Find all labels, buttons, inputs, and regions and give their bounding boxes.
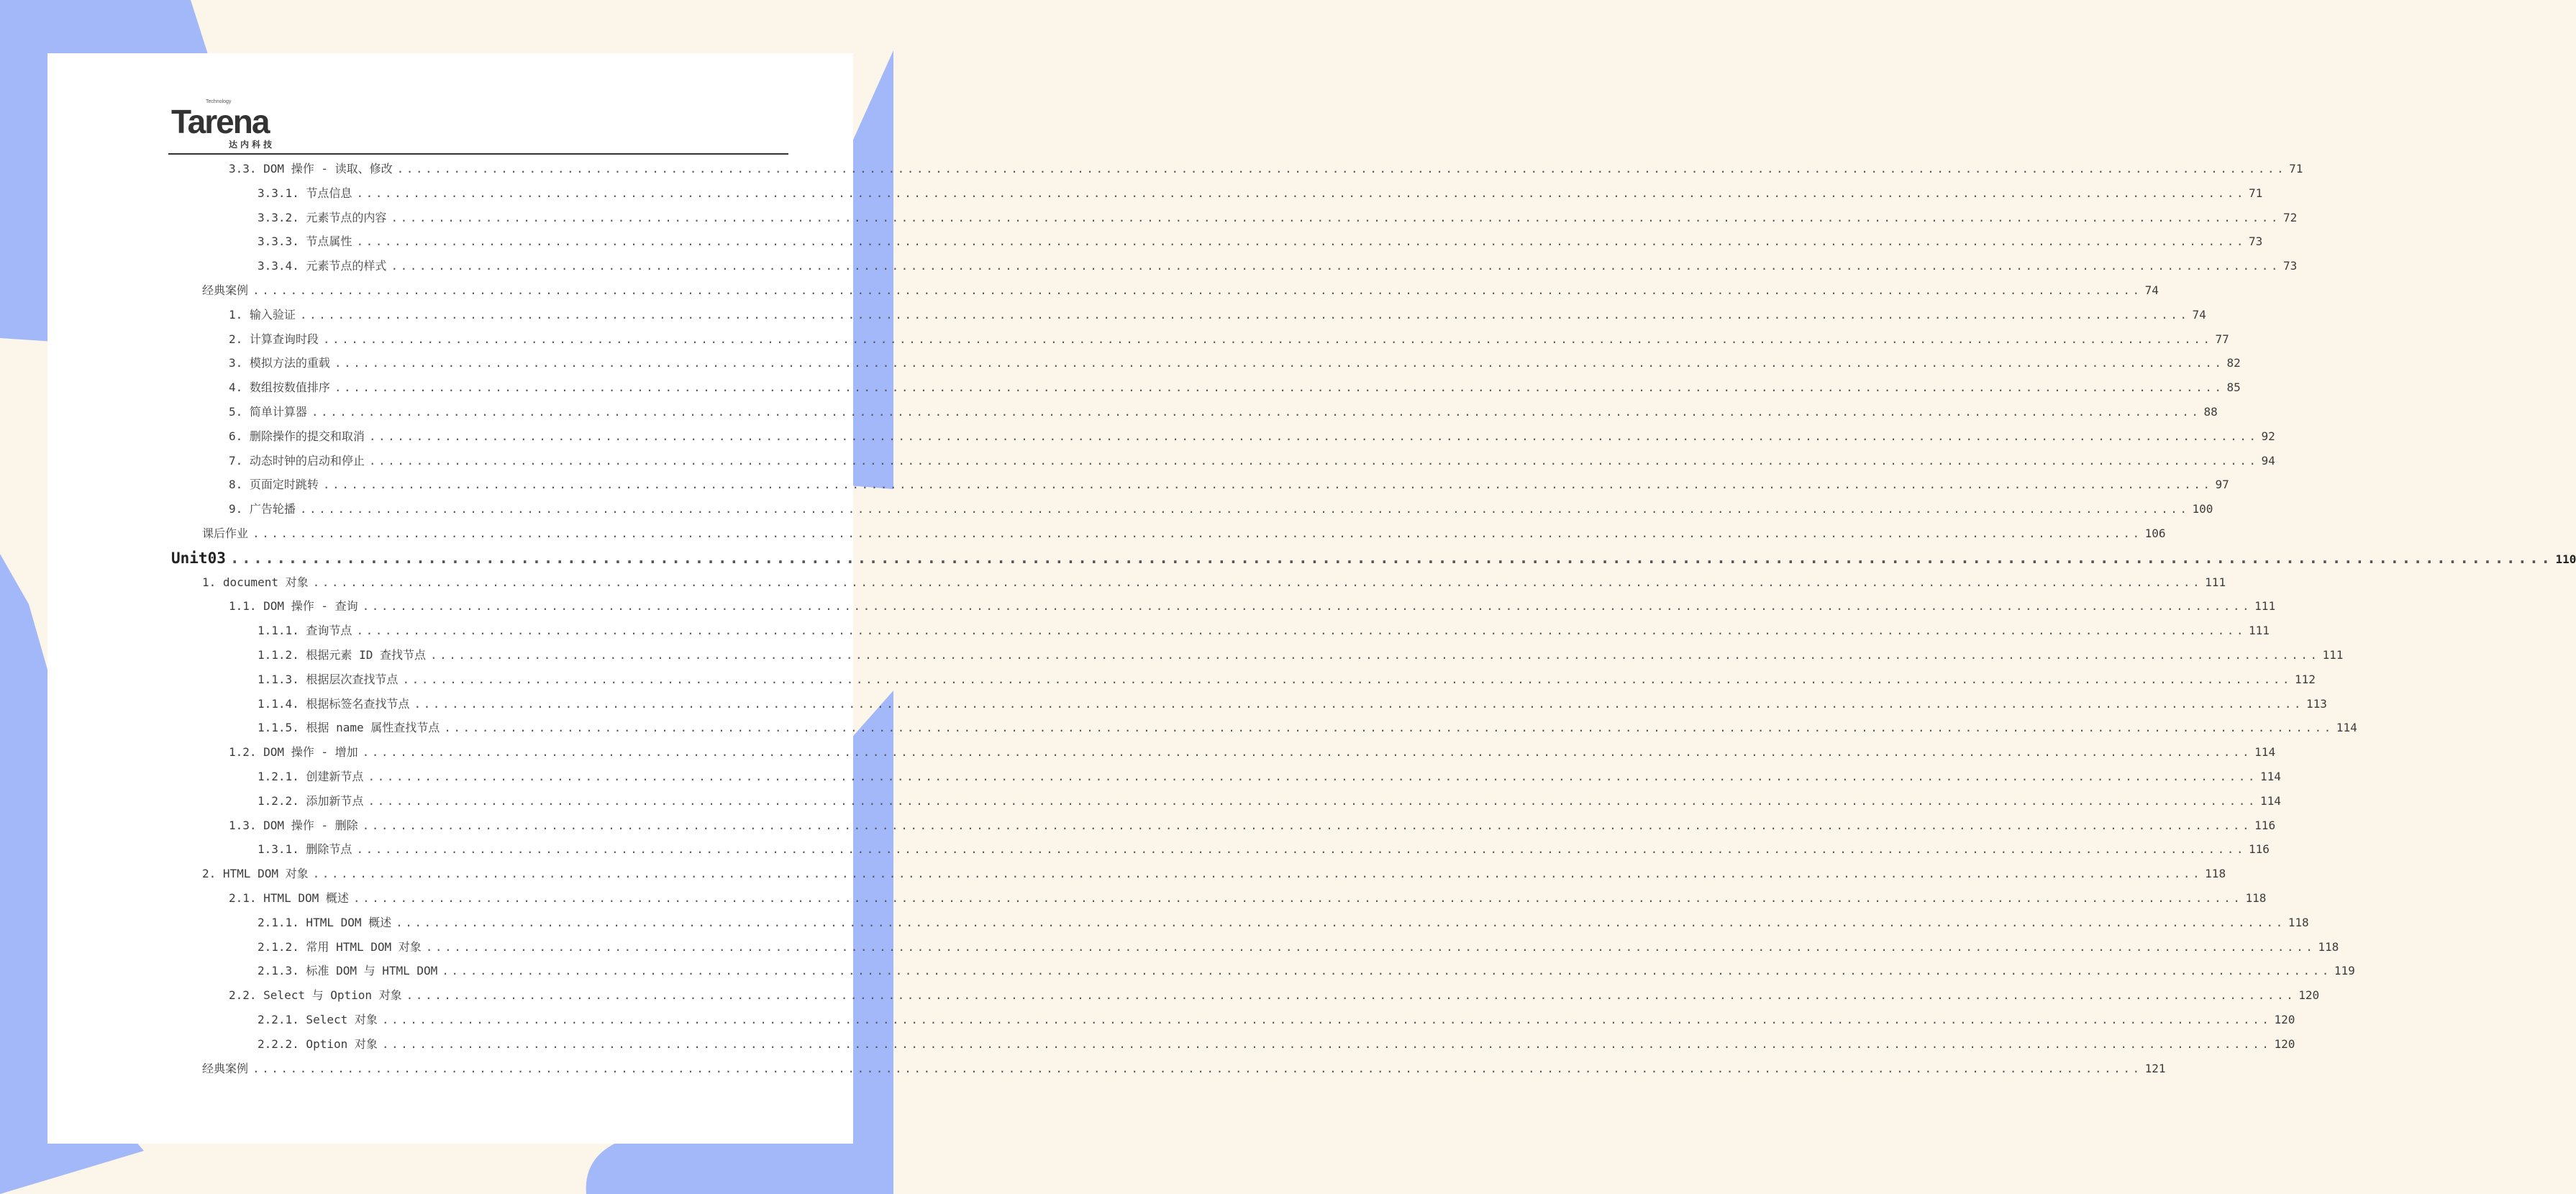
toc-title: 4. 数组按数值排序 <box>229 380 330 395</box>
toc-title: 2. HTML DOM 对象 <box>202 867 309 881</box>
toc-entry[interactable] <box>258 694 2327 714</box>
toc-entry[interactable] <box>258 256 2298 276</box>
toc-entry[interactable] <box>229 816 2276 836</box>
dot-leader: ........................................................................................................................................................................................................ <box>252 1061 2142 1075</box>
dot-leader: ........................................................................................................................................................................................................ <box>368 793 2257 808</box>
toc-title: 8. 页面定时跳转 <box>229 478 319 492</box>
dot-leader: ........................................................................................................................................................................................................ <box>252 283 2142 297</box>
toc-title: 1.1. DOM 操作 - 查询 <box>229 599 358 614</box>
toc-title: 3. 模拟方法的重载 <box>229 356 330 370</box>
toc-title: 3.3.4. 元素节点的样式 <box>258 259 387 273</box>
toc-page-number: 88 <box>2203 405 2218 419</box>
toc-page-number: 116 <box>2254 818 2276 832</box>
toc-page-number: 73 <box>2283 259 2298 273</box>
logo-chinese: 达内科技 <box>229 140 276 150</box>
toc-title: 5. 简单计算器 <box>229 405 307 419</box>
toc-title: 1.1.4. 根据标签名查找节点 <box>258 696 410 711</box>
dot-leader: ........................................................................................................................................................................................................ <box>299 307 2190 322</box>
toc-page-number: 106 <box>2144 527 2166 540</box>
toc-entry[interactable] <box>258 670 2316 690</box>
toc-entry[interactable] <box>258 621 2270 641</box>
toc-page-number: 97 <box>2215 478 2229 492</box>
toc-page-number: 112 <box>2295 672 2316 686</box>
toc-title: 经典案例 <box>202 1061 249 1075</box>
logo-small-text: Technology <box>206 99 232 104</box>
dot-leader: ........................................................................................................................................................................................................ <box>406 988 2296 1003</box>
toc-title: 3.3.1. 节点信息 <box>258 186 352 200</box>
toc-page-number: 118 <box>2245 891 2267 905</box>
toc-entry[interactable] <box>258 718 2357 738</box>
toc-entry[interactable] <box>202 1059 2166 1079</box>
dot-leader: ........................................................................................................................................................................................................ <box>425 939 2316 954</box>
dot-leader: ........................................................................................................................................................................................................ <box>368 770 2257 783</box>
dot-leader: ........................................................................................................................................................................................................ <box>356 624 2246 638</box>
toc-title: 2.1.1. HTML DOM 概述 <box>258 915 392 929</box>
toc-entry[interactable] <box>229 475 2229 495</box>
toc-title: 经典案例 <box>202 283 249 297</box>
toc-title: 3.3.3. 节点属性 <box>258 234 352 249</box>
dot-leader: ........................................................................................................................................................................................................ <box>334 356 2224 370</box>
dot-leader: ........................................................................................................................................................................................................ <box>442 964 2331 978</box>
dot-leader: ........................................................................................................................................................................................................ <box>356 234 2246 249</box>
toc-entry[interactable] <box>171 548 2576 568</box>
toc-entry[interactable] <box>202 281 2159 301</box>
toc-entry[interactable] <box>258 913 2309 933</box>
toc-entry[interactable] <box>258 183 2263 204</box>
toc-page-number: 111 <box>2322 648 2344 662</box>
dot-leader: ........................................................................................................................................................................................................ <box>391 210 2280 224</box>
dot-leader: ........................................................................................................................................................................................................ <box>362 818 2252 832</box>
toc-title: 1.1.2. 根据元素 ID 查找节点 <box>258 648 426 662</box>
toc-title: 课后作业 <box>202 527 249 540</box>
toc-page-number: 114 <box>2260 770 2281 783</box>
toc-page-number: 85 <box>2226 380 2241 395</box>
toc-title: 1.3. DOM 操作 - 删除 <box>229 818 358 832</box>
toc-title: Unit03 <box>171 549 226 567</box>
toc-title: 1.1.1. 查询节点 <box>258 624 352 638</box>
logo-word: Tarena <box>171 103 269 140</box>
dot-leader: ........................................................................................................................................................................................................ <box>352 891 2243 905</box>
toc-page-number: 77 <box>2215 332 2229 346</box>
toc-page-number: 82 <box>2226 356 2241 370</box>
toc-entry[interactable] <box>258 839 2270 860</box>
toc-title: 3.3. DOM 操作 - 读取、修改 <box>229 162 393 176</box>
dot-leader: ........................................................................................................................................................................................................ <box>368 453 2259 468</box>
dot-leader: ........................................................................................................................................................................................................ <box>311 405 2201 419</box>
toc-page-number: 71 <box>2249 186 2263 200</box>
toc-title: 2.2.1. Select 对象 <box>258 1013 378 1026</box>
toc-entry[interactable] <box>229 427 2275 447</box>
toc-title: 1.2. DOM 操作 - 增加 <box>229 745 358 760</box>
toc-title: 1.2.2. 添加新节点 <box>258 793 364 808</box>
dot-leader: ........................................................................................................................................................................................................ <box>402 672 2292 686</box>
toc-page-number: 71 <box>2289 162 2303 176</box>
dot-leader: ........................................................................................................................................................................................................ <box>362 599 2252 614</box>
toc-page-number: 110 <box>2555 552 2576 566</box>
toc-entry[interactable] <box>229 353 2241 373</box>
toc-entry[interactable] <box>258 645 2344 665</box>
toc-page-number: 119 <box>2334 964 2355 978</box>
dot-leader: ........................................................................................................................................................................................................ <box>322 478 2213 492</box>
toc-title: 2.2. Select 与 Option 对象 <box>229 988 402 1003</box>
dot-leader: ........................................................................................................................................................................................................ <box>299 502 2190 516</box>
toc-entry[interactable] <box>202 864 2226 884</box>
toc-title: 6. 删除操作的提交和取消 <box>229 429 365 443</box>
toc-page-number: 113 <box>2306 696 2327 711</box>
toc-page-number: 114 <box>2254 745 2276 760</box>
toc-title: 2.2.2. Option 对象 <box>258 1036 378 1051</box>
dot-leader: ........................................................................................................................................................................................................ <box>396 162 2287 176</box>
toc-entry[interactable] <box>229 888 2267 908</box>
toc-title: 2.1.2. 常用 HTML DOM 对象 <box>258 939 422 954</box>
toc-page-number: 74 <box>2192 307 2206 322</box>
toc-page-number: 116 <box>2249 842 2270 857</box>
toc-entry[interactable] <box>229 499 2213 519</box>
toc-entry[interactable] <box>229 985 2320 1006</box>
toc-entry[interactable] <box>202 573 2226 593</box>
toc-title: 1.1.5. 根据 name 属性查找节点 <box>258 721 440 735</box>
toc-title: 2.1.3. 标准 DOM 与 HTML DOM <box>258 964 438 978</box>
toc-page-number: 114 <box>2336 721 2357 735</box>
toc-entry[interactable] <box>229 402 2218 422</box>
dot-leader: ........................................................................................................................................................................................................ <box>356 842 2246 857</box>
toc-entry[interactable] <box>229 596 2276 616</box>
toc-title: 1.3.1. 删除节点 <box>258 842 352 857</box>
toc-entry[interactable] <box>258 232 2263 252</box>
toc-title: 2.1. HTML DOM 概述 <box>229 891 349 905</box>
toc-title: 3.3.2. 元素节点的内容 <box>258 210 387 224</box>
toc-page-number: 114 <box>2260 793 2281 808</box>
toc-page-number: 111 <box>2205 575 2226 589</box>
dot-leader: ........................................................................................................................................................................................................ <box>381 1013 2272 1026</box>
toc-page-number: 118 <box>2205 867 2226 881</box>
toc-entry[interactable] <box>258 937 2339 957</box>
toc-title: 1.2.1. 创建新节点 <box>258 770 364 783</box>
toc-page-number: 73 <box>2249 234 2263 249</box>
toc-entry[interactable] <box>229 451 2275 471</box>
dot-leader: ........................................................................................................................................................................................................ <box>391 259 2280 273</box>
toc-entry[interactable] <box>258 208 2298 228</box>
document-page <box>47 53 2576 1144</box>
dot-leader: ........................................................................................................................................................................................................ <box>368 429 2259 443</box>
toc-page-number: 100 <box>2192 502 2213 516</box>
toc-entry[interactable] <box>202 524 2166 544</box>
dot-leader: ........................................................................................................................................................................................................ <box>229 549 2553 567</box>
toc-entry[interactable] <box>229 305 2206 325</box>
toc-entry[interactable] <box>258 791 2281 811</box>
dot-leader: ........................................................................................................................................................................................................ <box>362 745 2252 760</box>
toc-title: 1. 输入验证 <box>229 307 296 322</box>
dot-leader: ........................................................................................................................................................................................................ <box>356 186 2246 200</box>
dot-leader: ........................................................................................................................................................................................................ <box>396 915 2285 929</box>
toc-title: 7. 动态时钟的启动和停止 <box>229 453 365 468</box>
toc-entry[interactable] <box>229 159 2303 179</box>
toc-page-number: 121 <box>2144 1061 2166 1075</box>
toc-page-number: 72 <box>2283 210 2298 224</box>
toc-entry[interactable] <box>258 961 2355 981</box>
toc-page-number: 120 <box>2274 1013 2295 1026</box>
toc-entry[interactable] <box>258 1034 2295 1054</box>
dot-leader: ........................................................................................................................................................................................................ <box>322 332 2213 346</box>
toc-title: 1. document 对象 <box>202 575 309 589</box>
toc-entry[interactable] <box>258 767 2281 787</box>
toc-page-number: 118 <box>2288 915 2309 929</box>
toc-page-number: 74 <box>2144 283 2159 297</box>
toc-page-number: 120 <box>2298 988 2320 1003</box>
dot-leader: ........................................................................................................................................................................................................ <box>312 575 2203 589</box>
toc-page-number: 111 <box>2249 624 2270 638</box>
toc-entry[interactable] <box>258 1010 2295 1030</box>
toc-title: 9. 广告轮播 <box>229 502 296 516</box>
tarena-logo <box>171 99 293 152</box>
toc-title: 2. 计算查询时段 <box>229 332 319 346</box>
header-rule <box>168 153 788 155</box>
toc-page-number: 92 <box>2261 429 2275 443</box>
dot-leader: ........................................................................................................................................................................................................ <box>312 867 2203 881</box>
dot-leader: ........................................................................................................................................................................................................ <box>252 527 2142 540</box>
toc-page-number: 120 <box>2274 1036 2295 1051</box>
dot-leader: ........................................................................................................................................................................................................ <box>414 696 2303 711</box>
toc-page-number: 111 <box>2254 599 2276 614</box>
dot-leader: ........................................................................................................................................................................................................ <box>429 648 2320 662</box>
toc-entry[interactable] <box>229 742 2276 762</box>
dot-leader: ........................................................................................................................................................................................................ <box>444 721 2334 735</box>
dot-leader: ........................................................................................................................................................................................................ <box>334 380 2224 395</box>
toc-page-number: 118 <box>2318 939 2339 954</box>
toc-entry[interactable] <box>229 329 2229 350</box>
toc-entry[interactable] <box>229 378 2241 398</box>
dot-leader: ........................................................................................................................................................................................................ <box>381 1036 2272 1051</box>
toc-page-number: 94 <box>2261 453 2275 468</box>
toc-title: 1.1.3. 根据层次查找节点 <box>258 672 399 686</box>
